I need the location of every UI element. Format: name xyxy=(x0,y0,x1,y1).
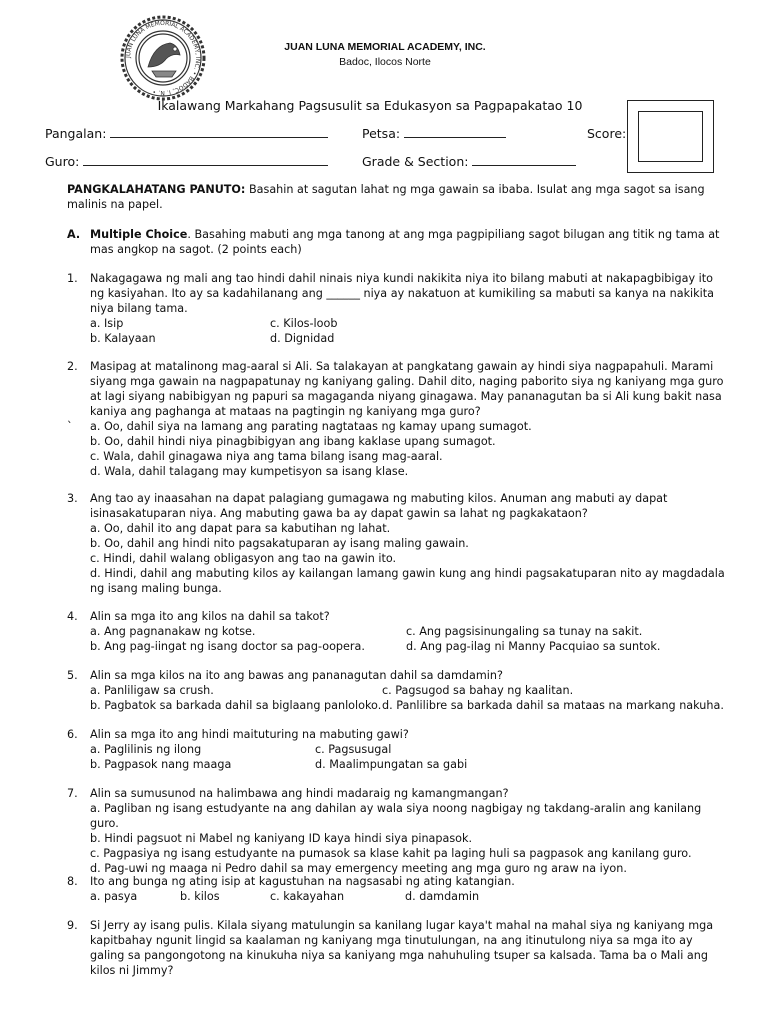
section-a-instructions xyxy=(67,227,727,257)
option-a[interactable]: a. pasya xyxy=(90,890,138,903)
name-blank-line[interactable] xyxy=(110,126,328,138)
date-field xyxy=(362,126,506,141)
question-text: Ang tao ay inaasahan na dapat palagiang gumagawa ng mabuting kilos. Anuman ang mabuti ay dapat isinasakatuparan niya. Ang mabuting gawa ba ay dapat gawin sa lahat ng pagkakataon? xyxy=(90,492,668,520)
date-blank-line[interactable] xyxy=(404,126,506,138)
question-number: 7. xyxy=(67,787,78,800)
question-number: 8. xyxy=(67,875,78,888)
question-6 xyxy=(67,727,727,772)
score-field xyxy=(587,126,626,141)
question-number: 9. xyxy=(67,919,78,932)
name-field xyxy=(45,126,328,141)
option-b[interactable]: b. kilos xyxy=(180,890,220,903)
option-c[interactable]: c. Pagsugod sa bahay ng kaalitan. xyxy=(382,684,574,697)
question-number: 3. xyxy=(67,492,78,505)
option-b[interactable]: b. Oo, dahil ang hindi nito pagsakatuparan ay isang maling gawain. xyxy=(90,537,469,550)
general-directions xyxy=(67,182,727,212)
question-text: Alin sa mga ito ang hindi maituturing na mabuting gawi? xyxy=(90,728,409,741)
option-a[interactable]: a. Paglilinis ng ilong xyxy=(90,743,202,756)
question-3 xyxy=(67,491,727,596)
school-location: Badoc, Ilocos Norte xyxy=(339,56,431,68)
question-text: Alin sa sumusunod na halimbawa ang hindi madaraig ng kamangmangan? xyxy=(90,787,509,800)
option-b[interactable]: b. Kalayaan xyxy=(90,332,156,345)
question-text: Ito ang bunga ng ating isip at kagustuhan na nagsasabi ng ating katangian. xyxy=(90,875,515,888)
section-text: . Basahing mabuti ang mga tanong at ang mga pagpipiliang sagot bilugan ang titik ng tama at mas angkop na sagot. (2 points each) xyxy=(90,228,720,256)
question-text: Nakagagawa ng mali ang tao hindi dahil ninais niya kundi nakikita niya ito bilang mabuti at nakapagbibigay ito ng kasiyahan. Ito ay sa kadahilanang ang ______ niya ay nakatuon at kumikiling sa mabuti sa kanya na nakikita niya bilang tama. xyxy=(90,272,714,315)
directions-label: PANGKALAHATANG PANUTO: xyxy=(67,183,246,196)
question-number: 5. xyxy=(67,669,78,682)
score-box xyxy=(627,100,714,173)
option-b[interactable]: b. Ang pag-iingat ng isang doctor sa pag-oopera. xyxy=(90,640,365,653)
option-d[interactable]: d. Panlilibre sa barkada dahil sa mataas na markang nakuha. xyxy=(382,699,724,712)
question-number: 1. xyxy=(67,272,78,285)
option-a[interactable]: a. Oo, dahil ito ang dapat para sa kabutihan ng lahat. xyxy=(90,522,391,535)
option-c[interactable]: c. Hindi, dahil walang obligasyon ang tao na gawin ito. xyxy=(90,552,397,565)
option-a[interactable]: a. Oo, dahil siya na lamang ang parating nagtataas ng kamay upang sumagot. xyxy=(90,420,532,433)
question-5 xyxy=(67,668,727,713)
option-d[interactable]: d. Pag-uwi ng maaga ni Pedro dahil sa may emergency meeting ang mga guro ng araw na iyon. xyxy=(90,862,627,875)
option-c[interactable]: c. Ang pagsisinungaling sa tunay na sakit. xyxy=(406,625,643,638)
option-c[interactable]: c. Kilos-loob xyxy=(270,317,338,330)
grade-blank-line[interactable] xyxy=(472,154,576,166)
option-d[interactable]: d. Dignidad xyxy=(270,332,335,345)
option-c[interactable]: c. kakayahan xyxy=(270,890,345,903)
svg-text:JUAN LUNA MEMORIAL ACADEMY, IN: JUAN LUNA MEMORIAL ACADEMY, INC. • BADOC, I. N. • xyxy=(124,19,202,97)
date-label: Petsa: xyxy=(362,126,401,141)
school-seal-logo xyxy=(120,15,206,101)
option-b[interactable]: b. Pagbatok sa barkada dahil sa biglaang panloloko. xyxy=(90,699,382,712)
question-number: 2. xyxy=(67,360,78,373)
option-a[interactable]: a. Ang pagnanakaw ng kotse. xyxy=(90,625,256,638)
score-box-inner xyxy=(638,111,703,162)
option-b[interactable]: b. Oo, dahil hindi niya pinagbibigyan ang ibang kaklase upang sumagot. xyxy=(90,435,496,448)
option-c[interactable]: c. Pagpasiya ng isang estudyante na pumasok sa klase kahit pa laging huli sa pagpasok ang kanilang guro. xyxy=(90,847,692,860)
question-2 xyxy=(67,359,727,479)
question-text: Masipag at matalinong mag-aaral si Ali. Sa talakayan at pangkatang gawain ay hindi siya nagpapahuli. Marami siyang mga gawain na nagpapatunay ng kaniyang galing. Dahil dito, naging paborito siya ng kaniyang mga guro at lagi siyang nabibigyan ng papuri sa magaganda niyang ginagawa. May pananagutan ba si Ali kung bakit nasa kaniya ang paghanga at mataas na pagtingin ng kaniyang mga guro? xyxy=(90,360,724,418)
option-d[interactable]: d. Hindi, dahil ang mabuting kilos ay kailangan lamang gawin kung ang hindi pagsakatuparan nito ay magdadala ng isang maling bunga. xyxy=(90,567,725,595)
exam-title: Ikalawang Markahang Pagsusulit sa Edukasyon sa Pagpapakatao 10 xyxy=(157,98,583,113)
name-label: Pangalan: xyxy=(45,126,107,141)
option-a[interactable]: a. Isip xyxy=(90,317,124,330)
question-4 xyxy=(67,609,727,654)
option-c[interactable]: c. Pagsusugal xyxy=(315,743,392,756)
school-name: JUAN LUNA MEMORIAL ACADEMY, INC. xyxy=(284,41,486,53)
grade-section-field xyxy=(362,154,576,169)
option-d[interactable]: d. Maalimpungatan sa gabi xyxy=(315,758,468,771)
question-9 xyxy=(67,918,727,978)
question-number: 6. xyxy=(67,728,78,741)
grade-label: Grade & Section: xyxy=(362,154,469,169)
option-b[interactable]: b. Hindi pagsuot ni Mabel ng kaniyang ID kaya hindi siya pinapasok. xyxy=(90,832,473,845)
question-8 xyxy=(67,874,727,904)
teacher-label: Guro: xyxy=(45,154,80,169)
question-text: Si Jerry ay isang pulis. Kilala siyang matulungin sa kanilang lugar kaya't mahal na mahal siya ng kaniyang mga kapitbahay ngunit lingid sa kaalaman ng kaniyang mga tinutulungan, na ang itinutulong niya sa mga ito ay galing sa pangongotong na kinukuha niya sa kaniyang mga nahuhuling tsuper sa kalsada. Tama ba o Mali ang kilos ni Jimmy? xyxy=(90,919,714,977)
section-letter: A. xyxy=(67,228,81,241)
option-d[interactable]: d. damdamin xyxy=(405,890,480,903)
option-a[interactable]: a. Pagliban ng isang estudyante na ang dahilan ay wala siya noong nagbigay ng takdang-aralin ang kanilang guro. xyxy=(90,802,702,830)
question-text: Alin sa mga kilos na ito ang bawas ang pananagutan dahil sa damdamin? xyxy=(90,669,503,682)
question-number: 4. xyxy=(67,610,78,623)
section-title: Multiple Choice xyxy=(90,228,188,241)
teacher-blank-line[interactable] xyxy=(83,154,328,166)
option-b[interactable]: b. Pagpasok nang maaga xyxy=(90,758,232,771)
option-c[interactable]: c. Wala, dahil ginagawa niya ang tama bilang isang mag-aaral. xyxy=(90,450,443,463)
question-text: Alin sa mga ito ang kilos na dahil sa takot? xyxy=(90,610,330,623)
option-d[interactable]: d. Wala, dahil talagang may kumpetisyon sa isang klase. xyxy=(90,465,409,478)
question-1 xyxy=(67,271,727,346)
option-d[interactable]: d. Ang pag-ilag ni Manny Pacquiao sa suntok. xyxy=(406,640,661,653)
option-a[interactable]: a. Panliligaw sa crush. xyxy=(90,684,214,697)
question-7 xyxy=(67,786,727,876)
stray-tick-mark: ` xyxy=(67,420,73,433)
directions-text: Basahin at sagutan lahat ng mga gawain sa ibaba. Isulat ang mga sagot sa isang malinis na papel. xyxy=(67,183,705,211)
score-label: Score: xyxy=(587,126,627,141)
teacher-field xyxy=(45,154,328,169)
